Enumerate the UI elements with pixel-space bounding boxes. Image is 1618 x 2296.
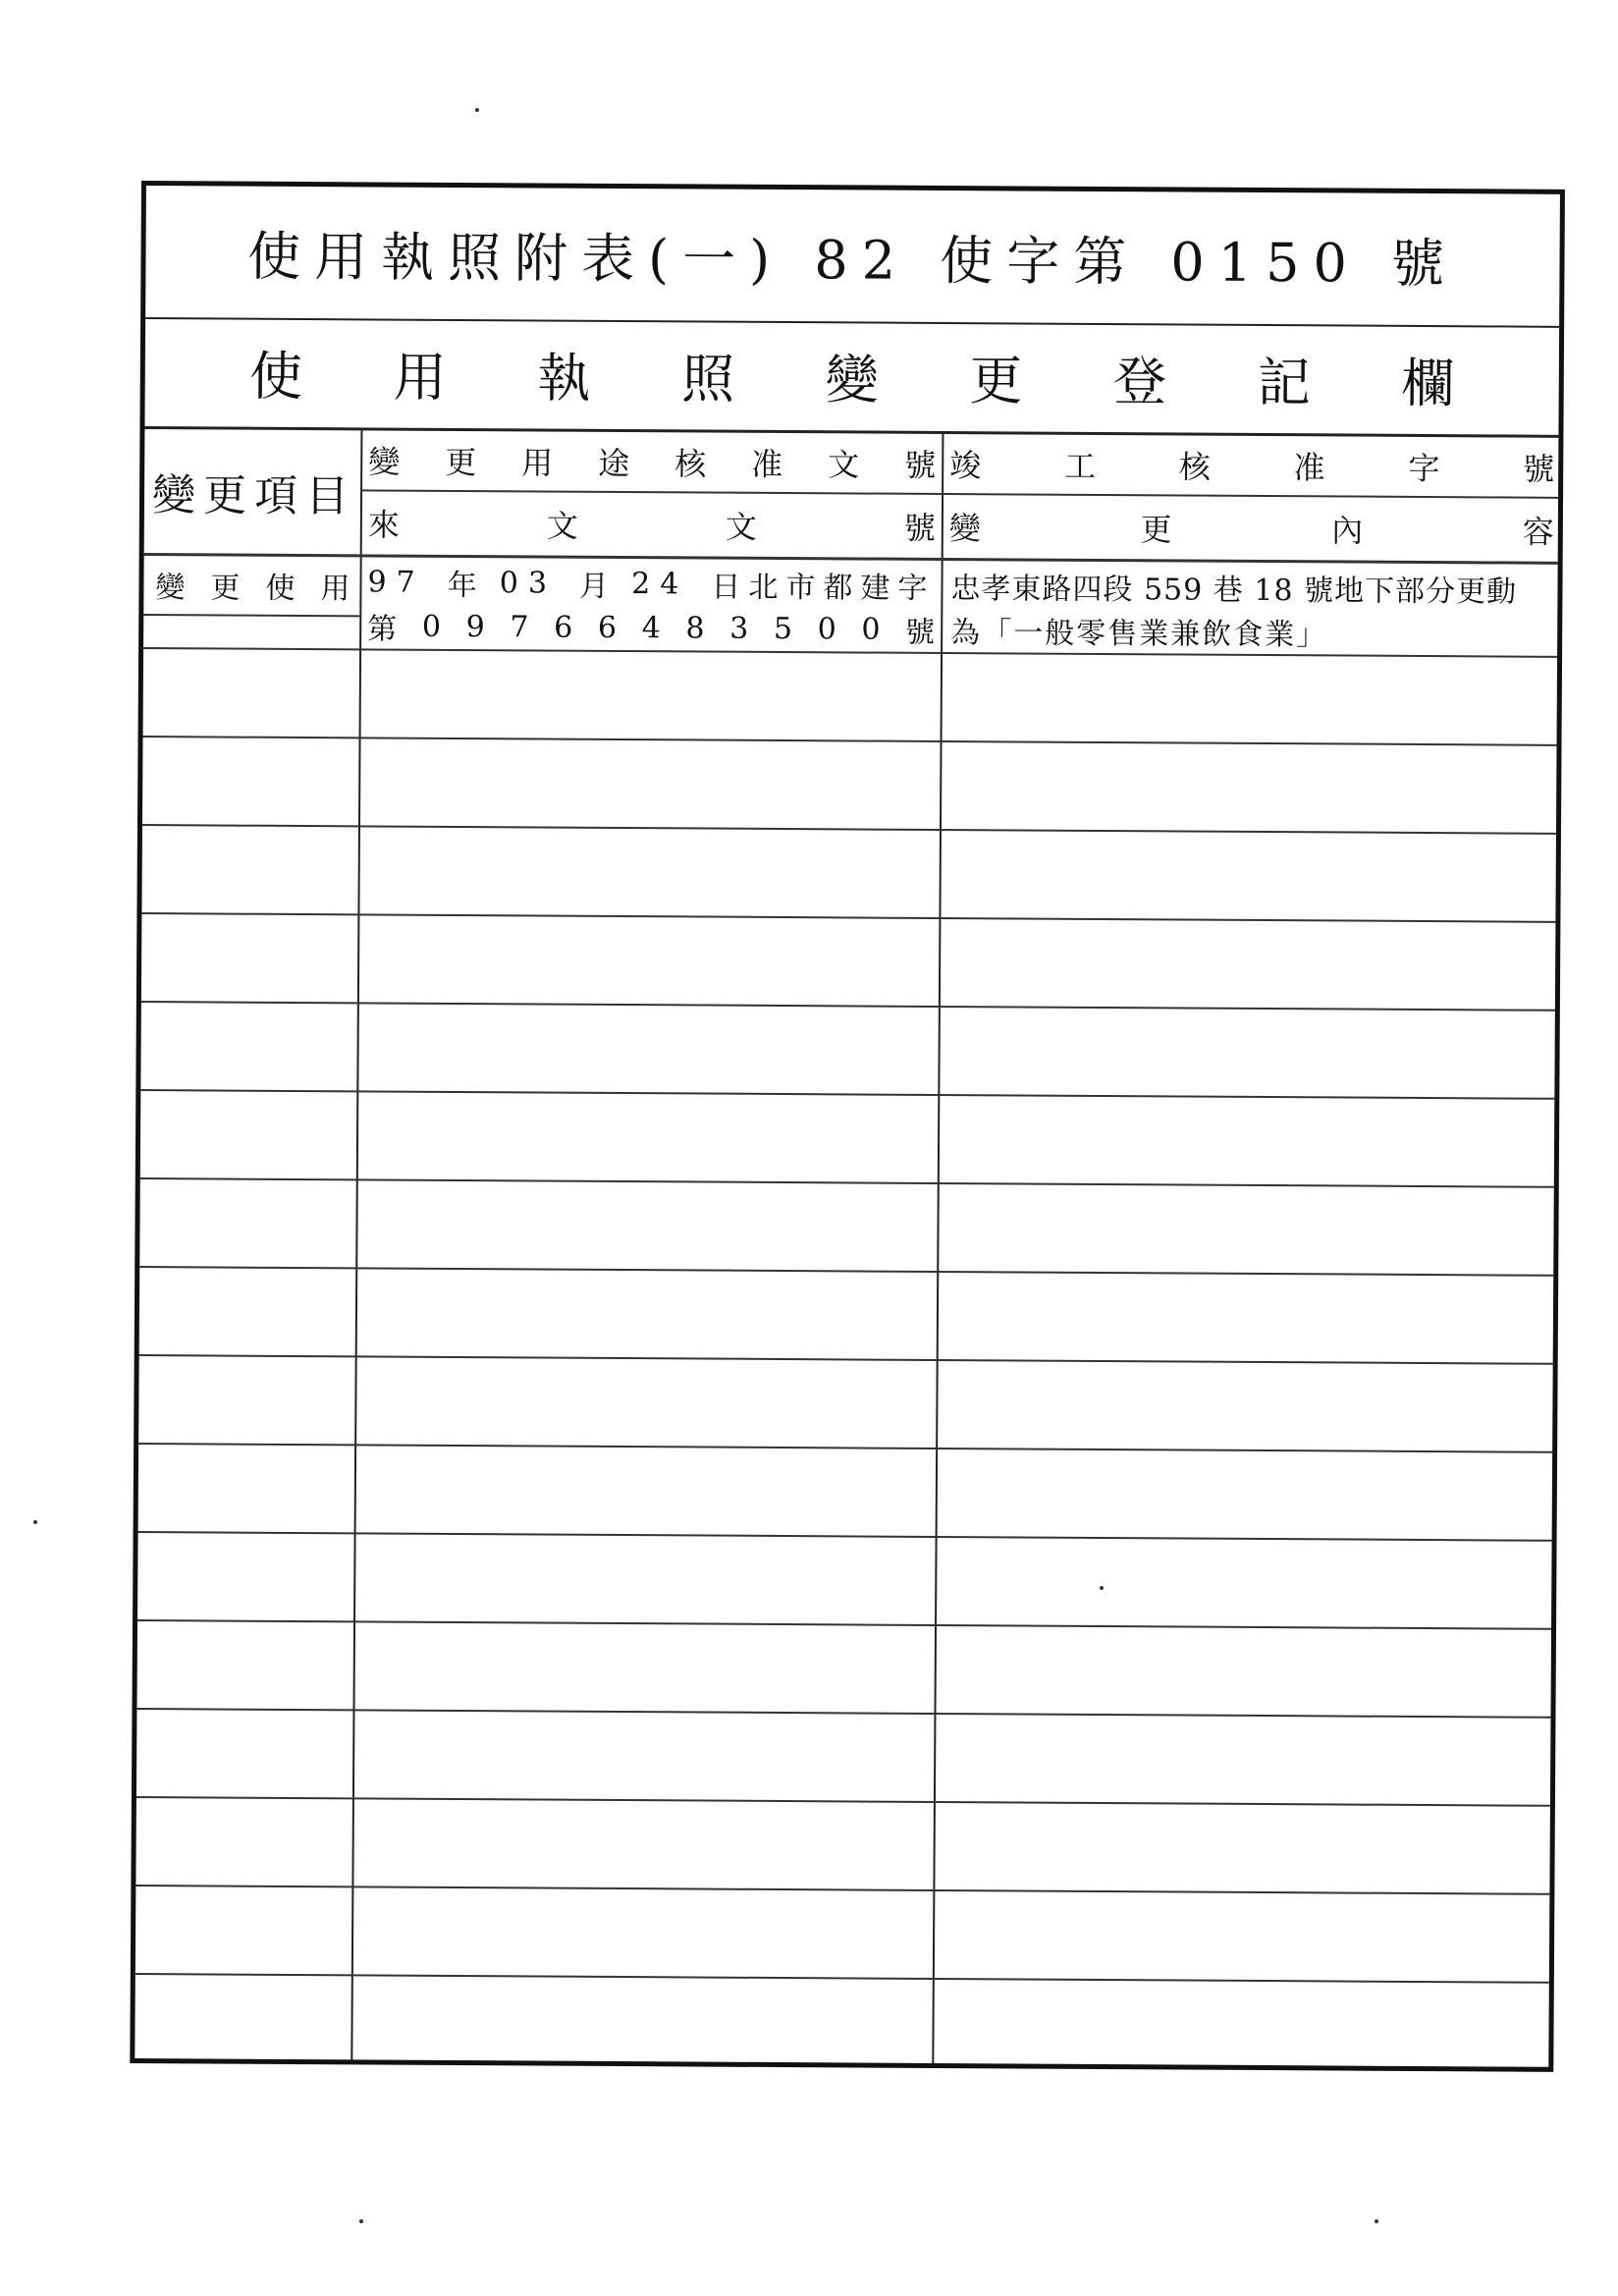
doc-char: 0 bbox=[421, 609, 442, 644]
doc-token: 24 bbox=[631, 566, 689, 601]
row-item-char: 使 bbox=[265, 571, 296, 606]
doc-char: 第 bbox=[367, 612, 398, 647]
section-heading bbox=[144, 317, 1559, 438]
heading-char: 欄 bbox=[1401, 352, 1455, 415]
header-char: 工 bbox=[1063, 447, 1097, 485]
header-char: 竣 bbox=[949, 447, 982, 485]
scan-speck bbox=[475, 108, 479, 112]
doc-char: 3 bbox=[729, 611, 749, 646]
heading-char: 用 bbox=[393, 346, 447, 409]
row-content-line1 bbox=[946, 562, 1557, 613]
row-doc-line2 bbox=[363, 603, 939, 652]
heading-char: 使 bbox=[248, 345, 303, 409]
header-char: 文 bbox=[546, 507, 578, 545]
header-char: 變 bbox=[948, 510, 981, 548]
doc-char: 5 bbox=[773, 611, 793, 646]
column-divider bbox=[932, 434, 944, 2063]
header-char: 准 bbox=[751, 445, 783, 483]
row-doc-line1 bbox=[363, 558, 939, 609]
header-completion-bottom bbox=[945, 495, 1558, 562]
row-divider bbox=[138, 1443, 1552, 1453]
page-title: 使用執照附表(一) 82 使字第 0150 號 bbox=[145, 186, 1560, 328]
heading-char: 照 bbox=[680, 348, 735, 410]
row-divider bbox=[137, 1619, 1551, 1630]
header-char: 更 bbox=[445, 443, 477, 482]
row-item bbox=[151, 557, 353, 613]
header-char: 容 bbox=[1522, 513, 1554, 551]
scan-speck bbox=[33, 1520, 37, 1524]
header-char: 號 bbox=[1523, 450, 1555, 488]
header-completion-top bbox=[945, 434, 1558, 497]
heading-char: 執 bbox=[537, 347, 591, 410]
doc-char: 6 bbox=[554, 610, 573, 645]
doc-char: 4 bbox=[641, 610, 661, 645]
header-item-label: 變更項目 bbox=[151, 470, 357, 522]
header-approval-bottom bbox=[364, 491, 940, 558]
row-item-char: 用 bbox=[320, 572, 351, 607]
doc-token: 03 bbox=[499, 565, 558, 601]
scan-speck bbox=[1100, 1586, 1104, 1590]
doc-char: 9 bbox=[465, 609, 485, 644]
header-approval-top bbox=[364, 430, 940, 493]
header-char: 變 bbox=[368, 443, 401, 481]
row-divider bbox=[136, 1708, 1550, 1719]
header-char: 用 bbox=[521, 444, 554, 482]
doc-char: 7 bbox=[510, 609, 529, 644]
row-divider bbox=[142, 824, 1556, 835]
doc-token: 年 bbox=[447, 568, 477, 604]
doc-token: 月 bbox=[578, 569, 610, 604]
row-subdivider bbox=[143, 614, 359, 617]
row-item-char: 更 bbox=[210, 571, 241, 606]
row-divider bbox=[139, 1266, 1553, 1277]
doc-char: 號 bbox=[905, 615, 936, 650]
header-char: 內 bbox=[1331, 512, 1364, 550]
header-char: 號 bbox=[904, 446, 937, 484]
heading-char: 記 bbox=[1257, 351, 1311, 414]
row-item-char: 變 bbox=[155, 571, 186, 606]
table-grid bbox=[135, 429, 1558, 2067]
heading-char: 更 bbox=[969, 350, 1023, 412]
scan-speck bbox=[359, 2219, 363, 2223]
row-divider bbox=[135, 1973, 1549, 1984]
doc-char: 0 bbox=[817, 611, 836, 646]
row-divider bbox=[139, 1354, 1553, 1365]
content-text: 為「一般零售業兼飲食業」 bbox=[950, 616, 1328, 653]
header-char: 准 bbox=[1293, 449, 1325, 487]
row-divider bbox=[140, 1089, 1554, 1100]
column-divider bbox=[351, 430, 362, 2059]
header-item bbox=[148, 429, 357, 554]
content-text: 忠孝東路四段 559 巷 18 號地下部分更動 bbox=[950, 572, 1518, 610]
header-char: 途 bbox=[598, 444, 630, 483]
header-char: 更 bbox=[1140, 511, 1172, 549]
header-char: 來 bbox=[367, 506, 400, 544]
header-char: 核 bbox=[1178, 448, 1211, 486]
header-char: 文 bbox=[828, 446, 860, 484]
row-divider bbox=[138, 1531, 1552, 1542]
heading-char: 變 bbox=[825, 349, 879, 411]
heading-char: 登 bbox=[1112, 351, 1167, 413]
row-divider bbox=[141, 1001, 1555, 1011]
row-content-line2 bbox=[946, 607, 1557, 656]
doc-char: 8 bbox=[685, 610, 705, 646]
header-char: 核 bbox=[674, 445, 707, 483]
row-divider bbox=[136, 1796, 1550, 1807]
row-divider bbox=[143, 736, 1557, 746]
scan-speck bbox=[1375, 2219, 1378, 2223]
doc-token: 日北市都建字 bbox=[711, 570, 936, 606]
doc-token: 97 bbox=[367, 564, 425, 600]
row-divider bbox=[140, 1177, 1554, 1188]
row-divider bbox=[141, 912, 1555, 923]
header-char: 號 bbox=[903, 509, 936, 547]
row-divider bbox=[135, 1885, 1549, 1895]
header-char: 字 bbox=[1408, 449, 1440, 488]
header-char: 文 bbox=[725, 508, 757, 546]
doc-char: 6 bbox=[597, 610, 618, 645]
doc-char: 0 bbox=[861, 611, 881, 647]
form-table bbox=[130, 181, 1565, 2072]
